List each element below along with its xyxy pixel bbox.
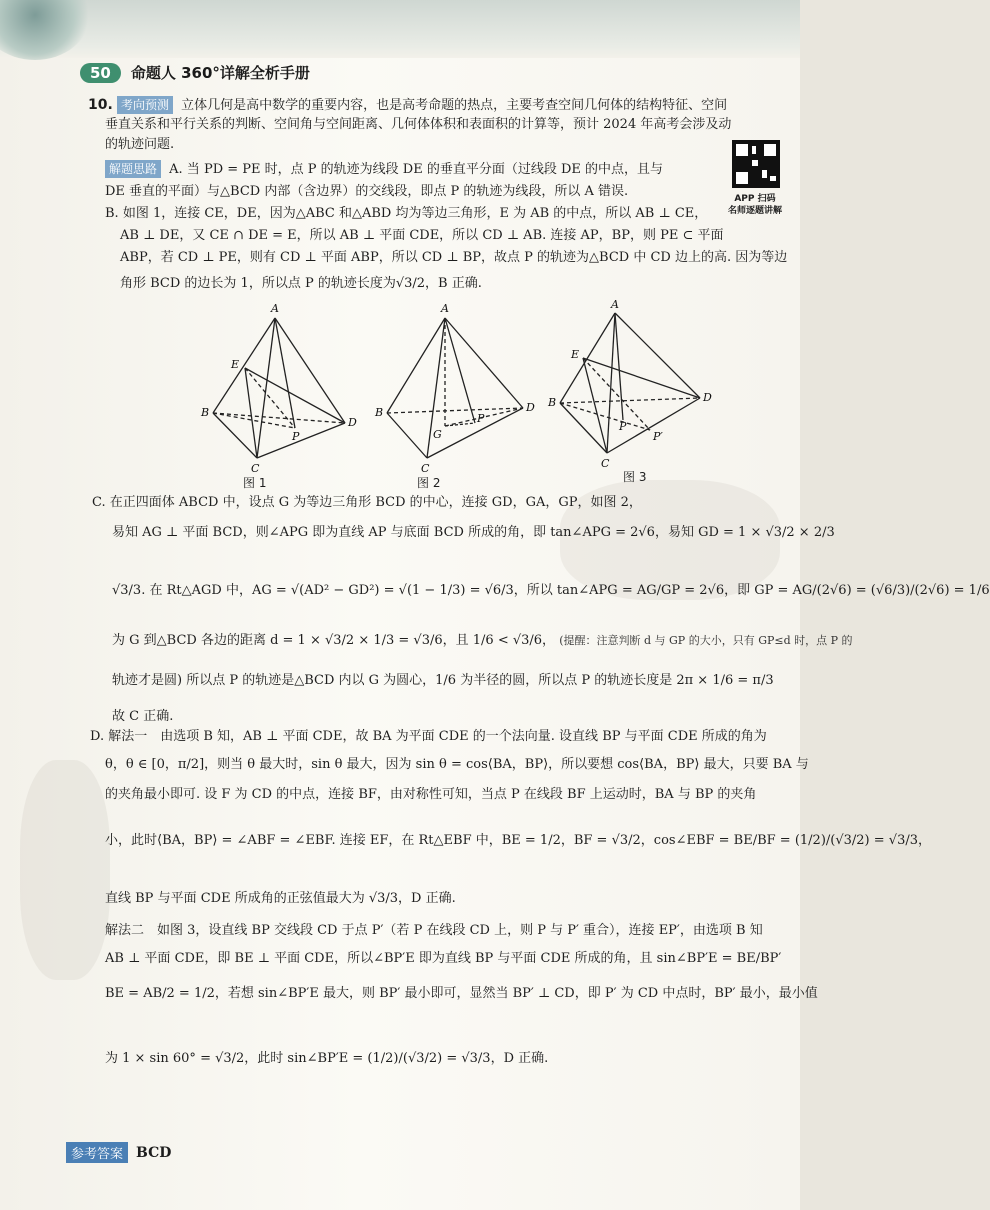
figure-3-caption: 图 3: [623, 470, 647, 484]
question-number: 10.: [88, 97, 113, 113]
text-line: 为 G 到△BCD 各边的距离 d = 1 × √3/2 × 1/3 = √3/6，且 1/6 < √3/6， (提醒：注意判断 d 与 GP 的大小，只有 GP≤d 时，点 P 的: [112, 633, 853, 648]
text-line: 故 C 正确.: [112, 709, 174, 724]
answer-badge: 参考答案: [66, 1142, 128, 1163]
text-line: ABP，若 CD ⊥ PE，则有 CD ⊥ 平面 ABP，所以 CD ⊥ BP，故点 P 的轨迹为△BCD 中 CD 边上的高. 因为等边: [120, 250, 788, 265]
text-line: θ，θ ∈ [0，π/2]，则当 θ 最大时，sin θ 最大，因为 sin θ = cos⟨BA，BP⟩，所以要想 cos⟨BA，BP⟩ 最大，只要 BA 与: [105, 757, 809, 772]
figure-2-diagram: [387, 318, 523, 458]
qr-caption: APP 扫码 名师逐题讲解: [727, 194, 782, 216]
tetrahedron-figures: [195, 298, 735, 488]
figure-2-caption: 图 2: [417, 476, 441, 490]
svg-text:C: C: [251, 462, 260, 475]
text-line: 小，此时⟨BA，BP⟩ = ∠ABF = ∠EBF. 连接 EF，在 Rt△EBF 中，BE = 1/2，BF = √3/2，cos∠EBF = BE/BF = (1/2)/(√3/2) = √3/3，: [105, 833, 931, 848]
text-line: 垂直关系和平行关系的判断、空间角与空间距离、几何体体积和表面积的计算等，预计 2024 年高考会涉及动: [105, 117, 732, 132]
svg-text:B: B: [201, 406, 210, 419]
page-number: 50: [80, 63, 121, 83]
figure-1-diagram: [213, 318, 345, 458]
svg-text:A: A: [271, 302, 279, 315]
text-line: 角形 BCD 的边长为 1，所以点 P 的轨迹长度为√3/2，B 正确.: [120, 276, 482, 291]
text-line: D. 解法一 由选项 B 知，AB ⊥ 平面 CDE，故 BA 为平面 CDE 的一个法向量. 设直线 BP 与平面 CDE 所成的角为: [90, 729, 767, 744]
text-line: B. 如图 1，连接 CE，DE，因为△ABC 和△ABD 均为等边三角形，E 为 AB 的中点，所以 AB ⊥ CE，: [105, 206, 708, 221]
text-line: AB ⊥ 平面 CDE，即 BE ⊥ 平面 CDE，所以∠BP′E 即为直线 BP 与平面 CDE 所成的角，且 sin∠BP′E = BE/BP′: [105, 951, 782, 966]
text-line: DE 垂直的平面）与△BCD 内部（含边界）的交线段，即点 P 的轨迹为线段，所以 A 错误.: [105, 184, 629, 199]
answer-row: [66, 1142, 171, 1163]
tag-idea: 解题思路: [105, 160, 161, 178]
text-line: 解法二 如图 3，设直线 BP 交线段 CD 于点 P′（若 P 在线段 CD 上，则 P 与 P′ 重合），连接 EP′，由选项 B 知: [105, 923, 763, 938]
text-line: AB ⊥ DE，又 CE ∩ DE = E，所以 AB ⊥ 平面 CDE，所以 CD ⊥ AB. 连接 AP，BP，则 PE ⊂ 平面: [120, 228, 724, 243]
text-line: 的夹角最小即可. 设 F 为 CD 的中点，连接 BF，由对称性可知，当点 P 在线段 BF 上运动时，BA 与 BP 的夹角: [105, 787, 757, 802]
svg-text:B: B: [548, 396, 557, 409]
book-title: 命题人 360°详解全析手册: [130, 64, 310, 82]
page-header: [80, 62, 310, 83]
text-line: 直线 BP 与平面 CDE 所成角的正弦值最大为 √3/3，D 正确.: [105, 891, 456, 906]
figure-1-caption: 图 1: [243, 476, 267, 490]
svg-text:D: D: [703, 391, 712, 404]
svg-text:E: E: [231, 358, 240, 371]
svg-text:P: P: [477, 412, 485, 425]
idea-line: 解题思路 A. 当 PD = PE 时，点 P 的轨迹为线段 DE 的垂直平分面（过线段 DE 的中点，且与: [105, 160, 663, 179]
text-line: 的轨迹问题.: [105, 137, 175, 152]
figures-row: [195, 298, 735, 492]
svg-text:G: G: [433, 428, 442, 441]
page-top-shadow: [0, 0, 800, 58]
text-line: 为 1 × sin 60° = √3/2，此时 sin∠BP′E = (1/2)/(√3/2) = √3/3，D 正确.: [105, 1051, 549, 1066]
svg-text:A: A: [611, 298, 619, 311]
text-line: BE = AB/2 = 1/2，若想 sin∠BP′E 最大，则 BP′ 最小即可，显然当 BP′ ⊥ CD，即 P′ 为 CD 中点时，BP′ 最小，最小值: [105, 986, 818, 1001]
paper-smudge: [20, 760, 110, 980]
question-intro-line: 10. 考向预测 立体几何是高中数学的重要内容，也是高考命题的热点，主要考查空间几何体的结构特征、空间: [88, 97, 728, 113]
svg-text:D: D: [526, 401, 535, 414]
svg-text:P′: P′: [653, 430, 663, 443]
svg-text:A: A: [441, 302, 449, 315]
figure-3-diagram: [560, 313, 700, 453]
text-line: 轨迹才是圆) 所以点 P 的轨迹是△BCD 内以 G 为圆心，1/6 为半径的圆，所以点 P 的轨迹长度是 2π × 1/6 = π/3: [112, 673, 774, 688]
svg-text:C: C: [601, 457, 610, 470]
text-line: C. 在正四面体 ABCD 中，设点 G 为等边三角形 BCD 的中心，连接 GD，GA，GP，如图 2，: [92, 495, 642, 510]
svg-text:P: P: [292, 430, 300, 443]
svg-text:C: C: [421, 462, 430, 475]
qr-code-icon[interactable]: [732, 140, 780, 188]
answer-value: BCD: [136, 1144, 172, 1161]
svg-text:B: B: [375, 406, 384, 419]
svg-text:E: E: [571, 348, 580, 361]
svg-text:D: D: [348, 416, 357, 429]
text-line: 易知 AG ⊥ 平面 BCD，则∠APG 即为直线 AP 与底面 BCD 所成的角，即 tan∠APG = 2√6，易知 GD = 1 × √3/2 × 2/3: [112, 525, 835, 540]
svg-text:P: P: [619, 420, 627, 433]
tag-prediction: 考向预测: [117, 96, 173, 114]
text-line: √3/3. 在 Rt△AGD 中，AG = √(AD² − GD²) = √(1 − 1/3) = √6/3，所以 tan∠APG = AG/GP = 2√6，即 GP = AG/(2√6) = (√6/3)/(2√6) = 1/6: [112, 583, 990, 598]
